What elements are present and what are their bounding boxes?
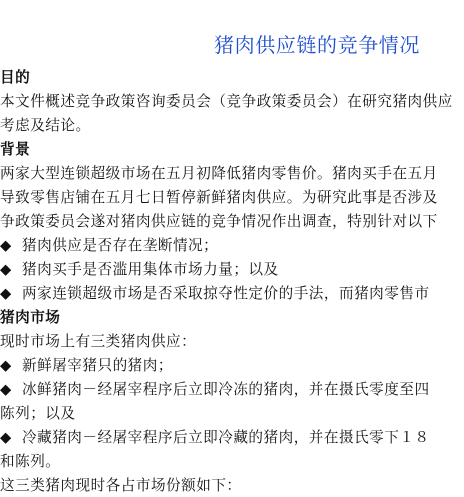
bullet-text: 猪肉供应是否存在垄断情况；	[22, 237, 219, 254]
bullet-continuation: 陈列；以及	[0, 405, 76, 422]
bullet-icon: ◆	[0, 381, 12, 398]
bullet-continuation: 和陈列。	[0, 453, 61, 470]
paragraph-line: 考虑及结论。	[0, 117, 91, 134]
bullet-text: 两家连锁超级市场是否采取掠夺性定价的手法，而猪肉零售市	[22, 285, 430, 302]
bullet-item	[0, 379, 430, 401]
bullet-icon: ◆	[0, 237, 12, 254]
bullet-icon: ◆	[0, 285, 12, 302]
section-heading-background: 背景	[0, 141, 31, 158]
section-heading-pork-market: 猪肉市场	[0, 309, 61, 326]
bullet-text: 新鲜屠宰猪只的猪肉；	[22, 357, 173, 374]
bullet-item	[0, 283, 430, 305]
paragraph-line: 两家大型连锁超级市场在五月初降低猪肉零售价。猪肉买手在五月	[0, 165, 438, 182]
paragraph-line: 本文件概述竞争政策咨询委员会（竞争政策委员会）在研究猪肉供应	[0, 93, 453, 110]
bullet-text: 冷藏猪肉－经屠宰程序后立即冷藏的猪肉，并在摄氏零下１８	[22, 429, 430, 446]
section-heading-purpose: 目的	[0, 69, 31, 86]
bullet-item	[0, 355, 173, 377]
bullet-text: 冰鲜猪肉－经屠宰程序后立即冷冻的猪肉，并在摄氏零度至四	[22, 381, 430, 398]
bullet-item	[0, 427, 430, 449]
bullet-icon: ◆	[0, 357, 12, 374]
paragraph-line: 争政策委员会遂对猪肉供应链的竞争情况作出调查，特别针对以下	[0, 213, 438, 230]
paragraph-line: 这三类猪肉现时各占市场份额如下：	[0, 477, 242, 494]
bullet-icon: ◆	[0, 261, 12, 278]
bullet-icon: ◆	[0, 429, 12, 446]
bullet-item	[0, 259, 279, 281]
document-title: 猪肉供应链的竞争情况	[214, 33, 420, 57]
paragraph-line: 导致零售店铺在五月七日暂停新鲜猪肉供应。为研究此事是否涉及	[0, 189, 438, 206]
paragraph-line: 现时市场上有三类猪肉供应：	[0, 333, 197, 350]
bullet-item	[0, 235, 218, 257]
bullet-text: 猪肉买手是否滥用集体市场力量；以及	[22, 261, 279, 278]
